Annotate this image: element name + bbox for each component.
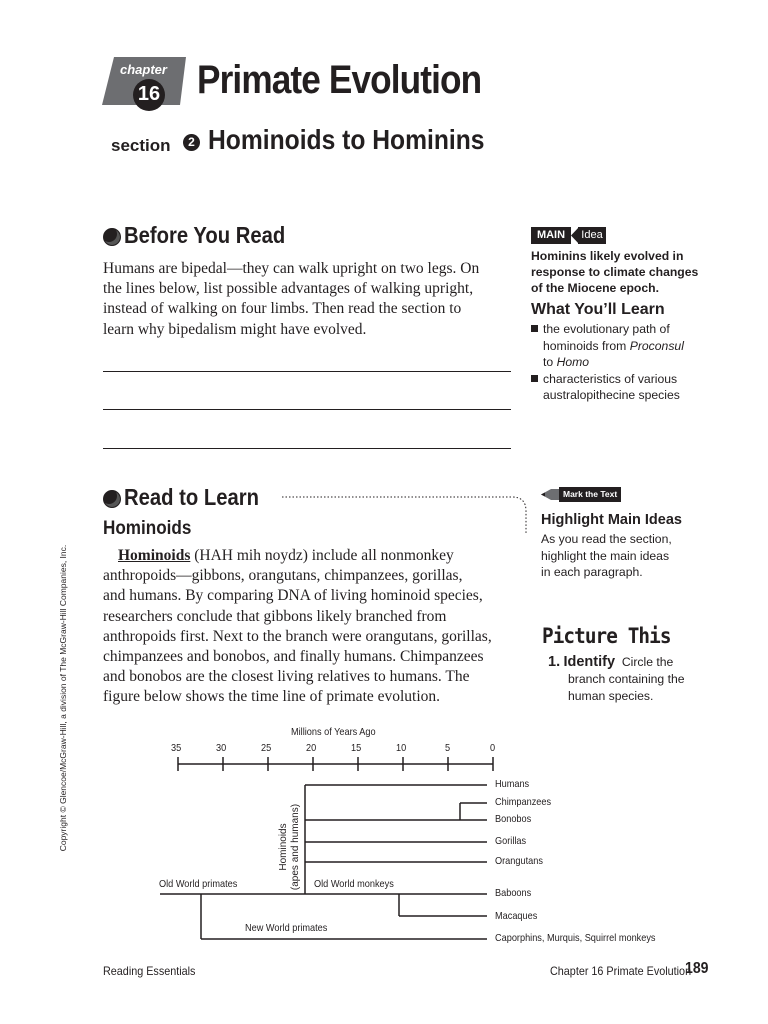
highlight-instructions [541,531,721,581]
text-line: Humans are bipedal—they can walk upright on two legs. On [103,260,480,277]
learn-item-text: the evolutionary path of [543,322,670,336]
tick-label: 25 [261,743,272,754]
picture-this-heading: Picture This [542,624,671,648]
species-label-new-world-monkeys: Caporphins, Murquis, Squirrel monkeys [495,933,656,944]
pencil-icon [541,487,561,502]
tick-label: 10 [396,743,407,754]
section-label: section [111,136,171,155]
what-youll-learn-heading: What You’ll Learn [531,301,665,318]
text-span: (HAH mih noydz) include all nonmonkey [190,547,454,564]
old-world-primates-label: Old World primates [159,879,238,890]
text-line: in each paragraph. [541,565,643,579]
mark-the-text-label: Mark the Text [559,487,621,502]
list-item [531,371,731,388]
learn-item-text: hominoids from [543,338,630,353]
text-line: figure below shows the time line of primate evolution. [103,688,441,706]
text-line: and humans. By comparing DNA of living hominoid species, [103,587,483,605]
answer-line-2[interactable] [103,409,511,410]
before-you-read-heading: Before You Read [124,222,286,248]
learn-item-text: to [543,355,557,369]
list-item [531,321,731,338]
answer-line-3[interactable] [103,448,511,449]
list-item-continuation [531,338,731,355]
species-label-gorillas: Gorillas [495,836,527,847]
text-line: learn why bipedalism might have evolved. [103,320,367,338]
text-line: response to climate changes [531,265,699,279]
footer-left: Reading Essentials [103,964,196,978]
main-idea-text [531,248,721,296]
text-line: Hominins likely evolved in [531,249,684,263]
section-title: Hominoids to Hominins [208,124,485,155]
heading-bullet-icon [103,228,121,246]
main-idea-badge-idea: Idea [578,227,606,244]
tick-label: 15 [351,743,362,754]
text-line: branch containing the [568,672,685,686]
tick-label: 20 [306,743,317,754]
text-line: and bonobos are the closest living relatives to humans. The [103,668,470,686]
text-line: chimpanzees and bonobos, and finally humans. Chimpanzees [103,648,484,666]
tick-label: 5 [445,743,451,754]
text-line: human species. [568,689,654,703]
learn-list [531,321,731,404]
text-line: anthropoids first. Next to the branch were orangutans, gorillas, [103,627,492,645]
tick-label: 0 [490,743,496,754]
text-line: highlight the main ideas [541,548,670,563]
highlight-main-ideas-heading: Highlight Main Ideas [541,512,682,528]
question-number: 1. [548,654,561,670]
species-label-chimpanzees: Chimpanzees [495,797,552,808]
text-line: the lines below, list possible advantages of walking upright, [103,280,474,298]
text-line: As you read the section, [541,532,672,546]
hominoids-label [278,797,308,897]
heading-bullet-icon [103,490,121,508]
learn-item-text: characteristics of various [543,371,678,386]
main-idea-badge-main: MAIN [531,227,571,244]
dotted-connector [280,494,530,534]
learn-item-italic: Proconsul [629,338,684,353]
main-idea-badge [531,227,606,244]
text-line: Hominoids [278,823,289,871]
identify-label: Identify [563,654,616,670]
list-item-continuation [531,354,731,371]
chapter-number: 16 [137,83,161,105]
identify-prompt [548,654,728,705]
read-to-learn-heading: Read to Learn [124,484,259,510]
list-item-continuation: australopithecine species [543,388,680,402]
identify-line [548,654,728,671]
learn-item-italic: Homo [556,355,590,369]
section-number: 2 [183,134,200,151]
page-number: 189 [685,960,709,977]
answer-line-1[interactable] [103,371,511,372]
species-label-macaques: Macaques [495,911,538,922]
key-term: Hominoids [118,547,191,564]
old-world-monkeys-label: Old World monkeys [314,879,394,890]
tick-label: 35 [171,743,182,754]
text-line: anthropoids—gibbons, orangutans, chimpanzees, gorillas, [103,567,463,585]
text-line [103,546,523,566]
chapter-word: chapter [120,62,167,77]
before-you-read-text [103,259,523,340]
text-line: instead of walking on four limbs. Then read the section to [103,300,462,318]
hominoids-subheading: Hominoids [103,518,192,539]
text-span: Circle the [621,655,674,669]
hominoids-paragraph [103,546,523,708]
species-label-bonobos: Bonobos [495,814,532,825]
mark-the-text-badge [541,487,619,502]
species-label-orangutans: Orangutans [495,856,543,867]
text-line: (apes and humans) [290,803,301,891]
page-title: Primate Evolution [197,58,482,102]
text-line: of the Miocene epoch. [531,281,659,295]
species-label-baboons: Baboons [495,888,532,899]
species-label-humans: Humans [495,779,530,790]
square-bullet-icon [531,325,538,332]
copyright-notice: Copyright © Glencoe/McGraw-Hill, a division of The McGraw-Hill Companies, Inc. [58,544,68,852]
axis-title: Millions of Years Ago [291,727,376,738]
new-world-primates-label: New World primates [245,923,328,934]
tick-label: 30 [216,743,227,754]
square-bullet-icon [531,375,538,382]
text-line: researchers conclude that gibbons likely branched from [103,607,447,625]
footer-chapter: Chapter 16 Primate Evolution [550,964,692,978]
